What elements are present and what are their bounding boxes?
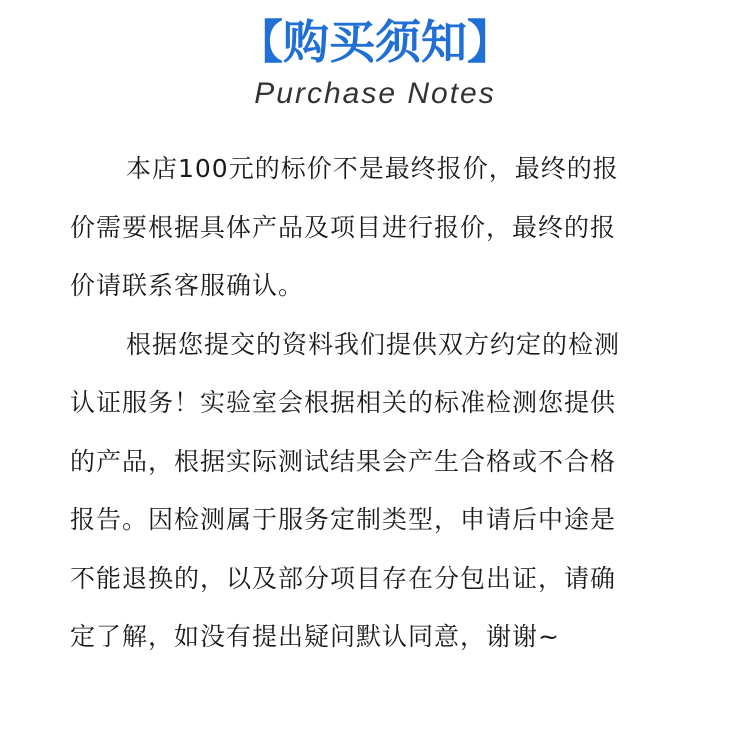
notes-body <box>70 140 682 667</box>
page-subtitle: Purchase Notes <box>254 77 496 110</box>
text-line: 根据您提交的资料我们提供双方约定的检测 <box>126 329 621 359</box>
text-line: 认证服务！实验室会根据相关的标准检测您提供 <box>70 388 617 417</box>
text-line: 不能退换的，以及部分项目存在分包出证，请确 <box>70 563 617 593</box>
text-line: 价需要根据具体产品及项目进行报价，最终的报 <box>70 212 617 242</box>
text-line: 报告。因检测属于服务定制类型，申请后中途是 <box>70 505 617 534</box>
text-line: 的产品，根据实际测试结果会产生合格或不合格 <box>70 446 617 476</box>
notes-paragraph-pricing <box>70 140 682 316</box>
page-title: 【购买须知】 <box>237 15 513 69</box>
text-line: 价请联系客服确认。 <box>70 271 305 300</box>
text-line: 本店100元的标价不是最终报价，最终的报 <box>126 154 619 183</box>
text-line: 定了解，如没有提出疑问默认同意，谢谢~ <box>70 622 560 651</box>
notes-paragraph-service <box>70 316 682 667</box>
